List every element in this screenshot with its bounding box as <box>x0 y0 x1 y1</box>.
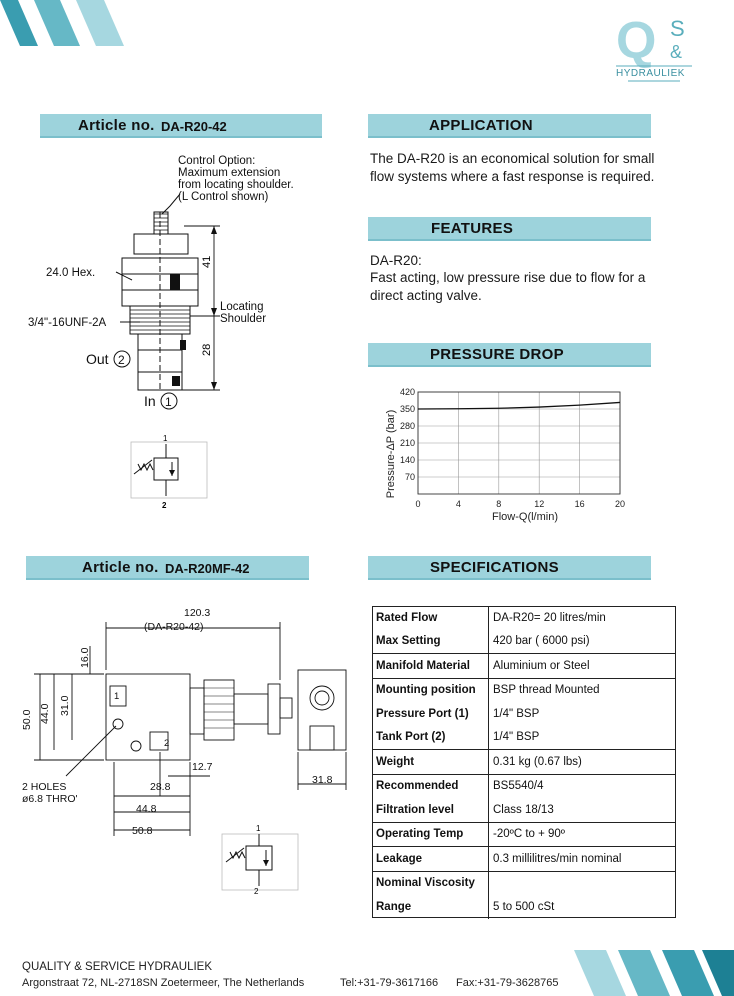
chart-x-tick: 4 <box>455 499 461 509</box>
holes-label: 2 HOLES <box>22 781 67 793</box>
spec-value: BSP thread Mounted <box>489 678 677 702</box>
pressure-drop-title: PRESSURE DROP <box>430 346 564 363</box>
out-port-number: 2 <box>118 353 125 367</box>
spec-row <box>372 750 676 775</box>
in-label: In <box>144 393 156 409</box>
spec-label: Range <box>372 895 489 919</box>
spec-row <box>372 871 676 895</box>
holes-size-label: ø6.8 THRO' <box>22 793 78 805</box>
dim-44: 44.0 <box>39 703 51 724</box>
svg-text:&: & <box>670 42 683 62</box>
spec-label: Max Setting <box>372 630 489 654</box>
specifications-title: SPECIFICATIONS <box>430 559 559 576</box>
chart-y-tick: 280 <box>399 421 415 431</box>
symbol2-port-top: 1 <box>256 824 261 833</box>
locating-label: Locating <box>220 301 264 313</box>
max-extension-label: Maximum extension <box>178 167 281 179</box>
header-stripes <box>0 0 130 46</box>
spec-value: -20ºC to + 90º <box>489 822 677 847</box>
spec-row <box>372 630 676 654</box>
spec-row <box>372 678 676 702</box>
chart-x-tick: 16 <box>574 499 585 509</box>
features-title: FEATURES <box>431 220 514 237</box>
spec-value: Aluminium or Steel <box>489 654 677 679</box>
pressure-drop-chart <box>376 382 646 532</box>
in-port-number: 1 <box>165 395 172 409</box>
symbol1-port-top: 1 <box>163 434 168 443</box>
footer-address: Argonstraat 72, NL-2718SN Zoetermeer, The Netherlands <box>22 977 305 989</box>
hex-label: 24.0 Hex. <box>46 267 96 279</box>
article1-number: DA-R20-42 <box>161 119 227 134</box>
article2-band <box>26 556 309 580</box>
spec-value: Class 18/13 <box>493 803 554 816</box>
application-band <box>368 114 651 138</box>
footer-company: QUALITY & SERVICE HYDRAULIEK <box>22 961 213 973</box>
spec-row <box>372 726 676 750</box>
dim-28-8: 28.8 <box>150 781 171 793</box>
control-option-label: Control Option: <box>178 155 256 167</box>
features-line1: DA-R20: <box>370 253 422 268</box>
chart-y-tick: 350 <box>399 404 415 414</box>
article2-label: Article no. <box>82 559 159 576</box>
chart-y-tick: 70 <box>404 472 415 482</box>
svg-text:HYDRAULIEK: HYDRAULIEK <box>616 68 685 79</box>
dim-44-8: 44.8 <box>136 803 157 815</box>
article1-label: Article no. <box>78 117 155 134</box>
dim-ref: (DA-R20-42) <box>144 621 204 633</box>
dim-31: 31.0 <box>59 695 71 716</box>
pressure-drop-band <box>368 343 651 367</box>
spec-value: DA-R20= 20 litres/min <box>493 611 606 624</box>
article1-band <box>40 114 322 138</box>
spec-row <box>372 822 676 847</box>
article2-number: DA-R20MF-42 <box>165 561 250 576</box>
hydraulic-symbol-2 <box>220 822 302 894</box>
spec-label: Filtration level <box>372 798 489 822</box>
footer-fax: Fax:+31-79-3628765 <box>456 977 559 989</box>
spec-value <box>489 871 677 895</box>
spec-row <box>372 774 676 798</box>
footer-stripes <box>574 950 734 996</box>
spec-label: Rated Flow <box>372 606 489 630</box>
spec-row <box>372 702 676 726</box>
dim-16: 16.0 <box>79 647 91 668</box>
spec-row <box>372 654 676 679</box>
spec-label: Tank Port (2) <box>372 726 489 750</box>
svg-text:S: S <box>670 16 685 41</box>
spec-label: Leakage <box>372 847 489 872</box>
chart-x-tick: 20 <box>614 499 626 509</box>
spec-value: BS5540/4 <box>489 774 677 798</box>
spec-label: Recommended <box>372 774 489 798</box>
chart-x-tick: 12 <box>534 499 545 509</box>
chart-ylabel: Pressure-ΔP (bar) <box>385 409 397 499</box>
manifold-port1: 1 <box>114 691 120 702</box>
chart-y-tick: 210 <box>399 438 415 448</box>
spec-row <box>372 798 676 822</box>
spec-value: 0.31 kg (0.67 lbs) <box>489 750 677 775</box>
dim-28: 28 <box>201 343 213 356</box>
dim-41: 41 <box>201 255 213 268</box>
specifications-table <box>372 606 676 919</box>
l-control-label: (L Control shown) <box>178 191 269 203</box>
shoulder-label: Shoulder <box>220 313 267 325</box>
svg-text:Q: Q <box>616 12 657 70</box>
thread-label: 3/4"-16UNF-2A <box>28 317 107 329</box>
out-label: Out <box>86 351 109 367</box>
cartridge-valve-drawing <box>20 150 350 420</box>
chart-y-tick: 140 <box>399 455 415 465</box>
manifold-port2: 2 <box>164 738 170 749</box>
dim-50-8: 50.8 <box>132 825 153 837</box>
spec-label: Mounting position <box>372 678 489 702</box>
spec-row <box>372 847 676 872</box>
application-title: APPLICATION <box>429 117 533 134</box>
spec-value: 1/4" BSP <box>493 731 540 744</box>
dim-120-3: 120.3 <box>184 607 211 619</box>
spec-label: Nominal Viscosity <box>372 871 489 895</box>
chart-y-tick: 420 <box>399 387 415 397</box>
chart-xlabel: Flow-Q(l/min) <box>492 511 558 523</box>
features-band <box>368 217 651 241</box>
spec-value: 5 to 500 cSt <box>493 900 555 913</box>
specifications-band <box>368 556 651 580</box>
hydraulic-symbol-1 <box>128 432 210 510</box>
spec-row <box>372 606 676 630</box>
company-logo <box>612 6 696 84</box>
spec-value: 0.3 millilitres/min nominal <box>489 847 677 872</box>
spec-label: Operating Temp <box>372 822 489 847</box>
manifold-drawing <box>14 600 360 840</box>
spec-row <box>372 895 676 919</box>
chart-x-tick: 0 <box>415 499 421 509</box>
features-line2: Fast acting, low pressure rise due to flow for a direct acting valve. <box>370 270 646 303</box>
spec-label: Manifold Material <box>372 654 489 679</box>
spec-label: Pressure Port (1) <box>372 702 489 726</box>
dim-12-7: 12.7 <box>192 761 213 773</box>
chart-series-line <box>418 402 620 409</box>
dim-31-8: 31.8 <box>312 774 333 786</box>
from-locating-label: from locating shoulder. <box>178 179 294 191</box>
spec-value: 420 bar ( 6000 psi) <box>493 635 590 648</box>
footer-tel: Tel:+31-79-3617166 <box>340 977 439 989</box>
application-text: The DA-R20 is an economical solution for small flow systems where a fast response is required. <box>370 151 655 184</box>
dim-50: 50.0 <box>21 709 33 730</box>
spec-value: 1/4" BSP <box>493 707 540 720</box>
symbol2-port-bottom: 2 <box>254 887 259 894</box>
chart-x-tick: 8 <box>496 499 502 509</box>
symbol1-port-bottom: 2 <box>162 501 167 510</box>
spec-label: Weight <box>372 750 489 775</box>
